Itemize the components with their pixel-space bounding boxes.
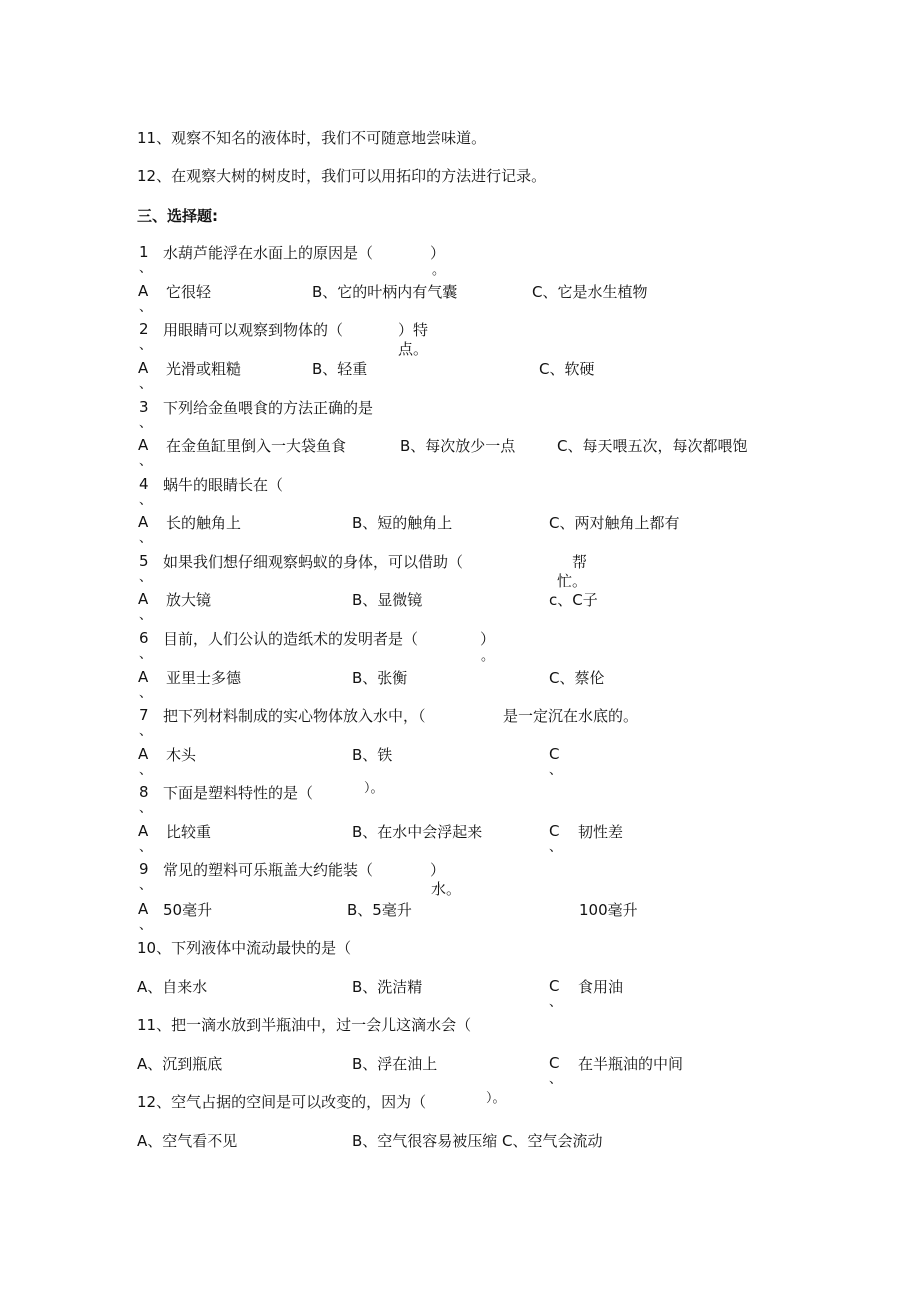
option-a: 50毫升: [163, 901, 213, 919]
question-text: 下面是塑料特性的是（: [163, 784, 314, 802]
question-number: 1: [139, 243, 149, 261]
question-trail: 水。: [431, 880, 462, 898]
question-number-mark: 、: [139, 878, 153, 893]
option-c: 100毫升: [579, 901, 638, 919]
option-b: B、洗洁精: [352, 978, 423, 996]
option-a: 在金鱼缸里倒入一大袋鱼食: [166, 437, 347, 455]
question-text: 用眼睛可以观察到物体的（: [163, 321, 344, 339]
question-text: 蜗牛的眼睛长在（: [163, 476, 284, 494]
question-text: 下列给金鱼喂食的方法正确的是: [163, 399, 374, 417]
option-c: c、C子: [549, 591, 598, 609]
option-c: C、蔡伦: [549, 669, 605, 687]
option-c: C、它是水生植物: [532, 283, 648, 301]
option-b: B、在水中会浮起来: [352, 823, 483, 841]
option-c-mark: 、: [549, 763, 563, 778]
question-number: 2: [139, 320, 149, 338]
option-b: B、张衡: [352, 669, 408, 687]
option-a-mark: 、: [139, 840, 153, 855]
question-text: 把下列材料制成的实心物体放入水中，（: [163, 707, 426, 725]
section-title: 三、选择题:: [137, 207, 218, 225]
question-text: 10、下列液体中流动最快的是（: [137, 939, 352, 957]
statement-12: 12、在观察大树的树皮时，我们可以用拓印的方法进行记录。: [137, 167, 547, 185]
option-b: B、它的叶柄内有气囊: [312, 283, 458, 301]
option-c: 韧性差: [578, 823, 624, 841]
question-text: 11、把一滴水放到半瓶油中，过一会儿这滴水会（: [137, 1016, 472, 1034]
question-number: 4: [139, 475, 149, 493]
option-a-label: A: [138, 590, 149, 608]
question-text: 目前，人们公认的造纸术的发明者是（: [163, 630, 419, 648]
option-a-mark: 、: [139, 300, 153, 315]
option-c-label: C: [549, 822, 560, 840]
question-number: 5: [139, 552, 149, 570]
option-c-mark: 、: [549, 840, 563, 855]
question-number-mark: 、: [139, 647, 153, 662]
option-c: C、每天喂五次，每次都喂饱: [557, 437, 748, 455]
question-number-mark: 、: [139, 801, 153, 816]
question-trail: 忙。: [557, 572, 588, 590]
option-b: B、短的触角上: [352, 514, 453, 532]
question-number-mark: 、: [139, 338, 153, 353]
option-c: 在半瓶油的中间: [578, 1055, 684, 1073]
question-paren-close: 是一定沉在水底的。: [503, 707, 639, 725]
option-a: 比较重: [166, 823, 212, 841]
question-number-mark: 、: [139, 416, 153, 431]
option-a: A、空气看不见: [137, 1132, 238, 1150]
question-number: 7: [139, 706, 149, 724]
question-paren-close: ）。: [486, 1091, 506, 1106]
option-a: A、自来水: [137, 978, 208, 996]
option-a-mark: 、: [139, 918, 153, 933]
option-a: 长的触角上: [166, 514, 242, 532]
option-a-label: A: [138, 359, 149, 377]
option-c-label: C: [549, 1054, 560, 1072]
option-a: 亚里士多德: [166, 669, 242, 687]
question-text: 常见的塑料可乐瓶盖大约能装（: [163, 861, 374, 879]
option-c-mark: 、: [549, 995, 563, 1010]
option-a-label: A: [138, 900, 149, 918]
option-a: A、沉到瓶底: [137, 1055, 223, 1073]
question-number-mark: 、: [139, 493, 153, 508]
option-b: B、铁: [352, 746, 393, 764]
question-number: 8: [139, 783, 149, 801]
option-b: B、空气很容易被压缩 C、空气会流动: [352, 1132, 603, 1150]
option-b: B、浮在油上: [352, 1055, 438, 1073]
question-paren-close: 帮: [572, 553, 588, 571]
option-c-label: C: [549, 977, 560, 995]
option-a-label: A: [138, 668, 149, 686]
question-trail: 点。: [398, 340, 429, 358]
question-trail: 。: [432, 263, 446, 278]
option-a-label: A: [138, 822, 149, 840]
question-paren-close: ）特: [398, 321, 429, 339]
option-a-label: A: [138, 282, 149, 300]
question-number: 9: [139, 860, 149, 878]
question-paren-close: ）: [480, 630, 496, 648]
question-trail: 。: [481, 649, 495, 664]
option-c-label: C: [549, 745, 560, 763]
option-a-mark: 、: [139, 686, 153, 701]
option-a: 光滑或粗糙: [166, 360, 242, 378]
option-a-label: A: [138, 513, 149, 531]
question-paren-close: ）: [430, 244, 446, 262]
option-c: C、软硬: [539, 360, 595, 378]
question-text: 如果我们想仔细观察蚂蚁的身体，可以借助（: [163, 553, 464, 571]
question-paren-close: ）。: [364, 781, 384, 796]
question-number-mark: 、: [139, 724, 153, 739]
option-a-label: A: [138, 436, 149, 454]
option-a: 放大镜: [166, 591, 212, 609]
option-b: B、轻重: [312, 360, 368, 378]
question-number: 3: [139, 398, 149, 416]
option-b: B、每次放少一点: [400, 437, 516, 455]
option-a-label: A: [138, 745, 149, 763]
option-c-mark: 、: [549, 1072, 563, 1087]
option-a-mark: 、: [139, 608, 153, 623]
statement-11: 11、观察不知名的液体时，我们不可随意地尝味道。: [137, 129, 487, 147]
option-c: C、两对触角上都有: [549, 514, 680, 532]
question-text: 水葫芦能浮在水面上的原因是（: [163, 244, 374, 262]
option-a: 它很轻: [166, 283, 212, 301]
question-number: 6: [139, 629, 149, 647]
option-a: 木头: [166, 746, 197, 764]
option-b: B、显微镜: [352, 591, 423, 609]
option-a-mark: 、: [139, 377, 153, 392]
question-number-mark: 、: [139, 261, 153, 276]
option-a-mark: 、: [139, 763, 153, 778]
question-text: 12、空气占据的空间是可以改变的，因为（: [137, 1093, 427, 1111]
question-paren-close: ）: [430, 861, 446, 879]
option-c: 食用油: [578, 978, 624, 996]
option-a-mark: 、: [139, 531, 153, 546]
question-number-mark: 、: [139, 570, 153, 585]
option-a-mark: 、: [139, 454, 153, 469]
option-b: B、5毫升: [347, 901, 412, 919]
